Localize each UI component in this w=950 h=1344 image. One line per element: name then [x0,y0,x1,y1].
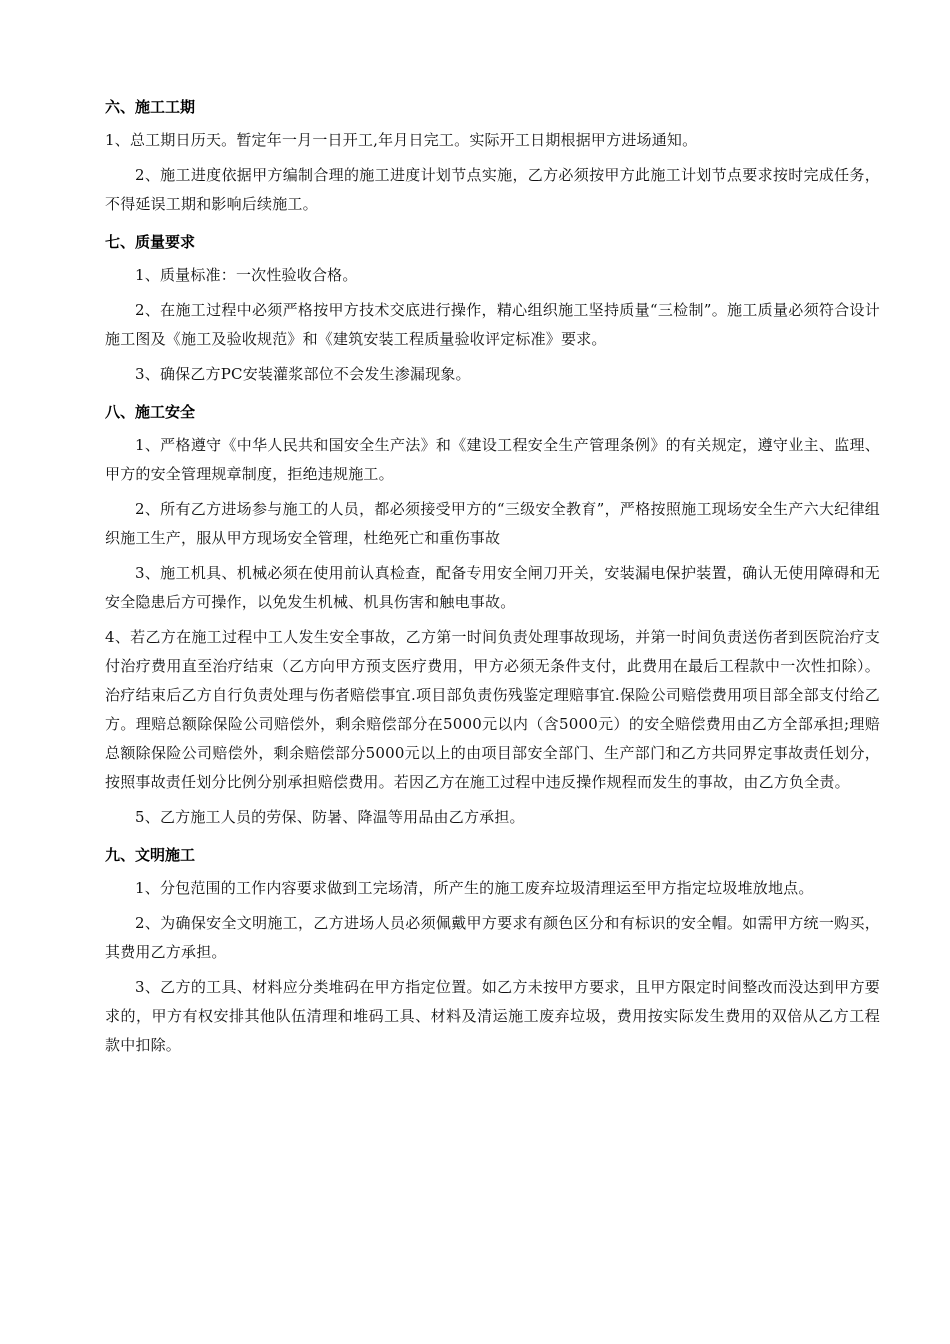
paragraph: 1、分包范围的工作内容要求做到工完场清，所产生的施工废弃垃圾清理运至甲方指定垃圾堆放地点。 [135,879,814,897]
paragraph: 5、乙方施工人员的劳保、防暑、降温等用品由乙方承担。 [135,808,525,826]
paragraph: 2、在施工过程中必须严格按甲方技术交底进行操作，精心组织施工坚持质量“三检制”。施工质量必须符合设计施工图及《施工及验收规范》和《建筑安装工程质量验收评定标准》要求。 [105,301,880,348]
paragraph: 2、为确保安全文明施工，乙方进场人员必须佩戴甲方要求有颜色区分和有标识的安全帽。如需甲方统一购买，其费用乙方承担。 [105,914,880,961]
section-heading: 七、质量要求 [105,233,196,251]
paragraph: 3、确保乙方PC安装灌浆部位不会发生渗漏现象。 [135,365,471,383]
section-quality-requirements [105,231,880,389]
paragraph: 2、施工进度依据甲方编制合理的施工进度计划节点实施，乙方必须按甲方此施工计划节点要求按时完成任务，不得延误工期和影响后续施工。 [105,166,880,213]
section-construction-period [105,96,880,219]
paragraph: 1、质量标准：一次性验收合格。 [135,266,358,284]
paragraph: 3、乙方的工具、材料应分类堆码在甲方指定位置。如乙方未按甲方要求，且甲方限定时间整改而没达到甲方要求的，甲方有权安排其他队伍清理和堆码工具、材料及清运施工废弃垃圾，费用按实际发生费用的双倍从乙方工程款中扣除。 [105,978,880,1054]
paragraph: 4、若乙方在施工过程中工人发生安全事故，乙方第一时间负责处理事故现场，并第一时间负责送伤者到医院治疗支付治疗费用直至治疗结束（乙方向甲方预支医疗费用，甲方必须无条件支付，此费用在最后工程款中一次性扣除）。治疗结束后乙方自行负责处理与伤者赔偿事宜.项目部负责伤残鉴定理赔事宜.保险公司赔偿费用项目部全部支付给乙方。理赔总额除保险公司赔偿外，剩余赔偿部分在5000元以内（含5000元）的安全赔偿费用由乙方全部承担;理赔总额除保险公司赔偿外，剩余赔偿部分5000元以上的由项目部安全部门、生产部门和乙方共同界定事故责任划分，按照事故责任划分比例分别承担赔偿费用。若因乙方在施工过程中违反操作规程而发生的事故，由乙方负全责。 [105,628,880,791]
document-page [105,96,880,1072]
section-heading: 八、施工安全 [105,403,196,421]
paragraph: 3、施工机具、机械必须在使用前认真检查，配备专用安全闸刀开关，安装漏电保护装置，确认无使用障碍和无安全隐患后方可操作，以免发生机械、机具伤害和触电事故。 [105,564,880,611]
section-heading: 九、文明施工 [105,846,196,864]
section-heading: 六、施工工期 [105,98,196,116]
paragraph: 1、总工期日历天。暂定年一月一日开工,年月日完工。实际开工日期根据甲方进场通知。 [105,131,698,149]
paragraph: 2、所有乙方进场参与施工的人员，都必须接受甲方的“三级安全教育”，严格按照施工现场安全生产六大纪律组织施工生产，服从甲方现场安全管理，杜绝死亡和重伤事故 [105,500,880,547]
section-civilized-construction [105,844,880,1060]
section-construction-safety [105,401,880,832]
paragraph: 1、严格遵守《中华人民共和国安全生产法》和《建设工程安全生产管理条例》的有关规定，遵守业主、监理、甲方的安全管理规章制度，拒绝违规施工。 [105,436,880,483]
